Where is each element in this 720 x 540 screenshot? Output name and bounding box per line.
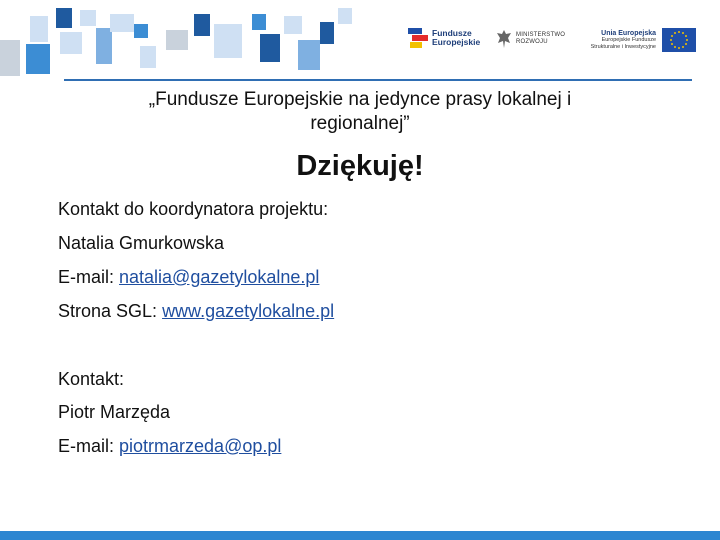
contact-coordinator-heading: Kontakt do koordynatora projektu: (58, 199, 329, 219)
ministry-logo-line2: ROZWOJU (516, 39, 548, 45)
ministry-logo (496, 26, 568, 52)
eu-logo-title: Unia Europejska (601, 30, 656, 37)
fe-logo-icon (408, 26, 428, 50)
contact-heading: Kontakt: (58, 369, 125, 389)
fe-logo-line2: Europejskie (432, 37, 481, 47)
header-rule (64, 79, 692, 81)
thanks-heading: Dziękuję! (296, 150, 424, 182)
contact-email-link[interactable]: piotrmarzeda@op.pl (119, 436, 282, 456)
fe-logo-line1: Fundusze (432, 28, 472, 38)
email-label: E-mail: (58, 267, 120, 287)
coordinator-email-link[interactable]: natalia@gazetylokalne.pl (119, 267, 320, 287)
contact-email-row (58, 435, 281, 457)
eu-logo (586, 26, 696, 54)
coordinator-email-row (58, 266, 319, 288)
email-label-2: E-mail: (58, 436, 120, 456)
slide-title-line2: regionalnej” (310, 113, 410, 134)
coordinator-name: Natalia Gmurkowska (58, 233, 225, 253)
website-link[interactable]: www.gazetylokalne.pl (162, 301, 335, 321)
bottom-bar (0, 531, 720, 540)
ministry-logo-line1: MINISTERSTWO (516, 32, 566, 38)
slide-title-line1: „Fundusze Europejskie na jedynce prasy lokalnej i (148, 89, 572, 110)
eu-flag-icon (662, 28, 696, 52)
eu-logo-sub1: Europejskie Fundusze (601, 37, 656, 43)
fundusze-europejskie-logo (408, 24, 482, 52)
website-label: Strona SGL: (58, 301, 163, 321)
contact-name: Piotr Marzęda (58, 402, 171, 422)
eagle-icon (496, 29, 512, 49)
eu-logo-sub2: Strukturalne i Inwestycyjne (590, 43, 656, 50)
website-row (58, 300, 334, 322)
slide-title (60, 88, 660, 136)
